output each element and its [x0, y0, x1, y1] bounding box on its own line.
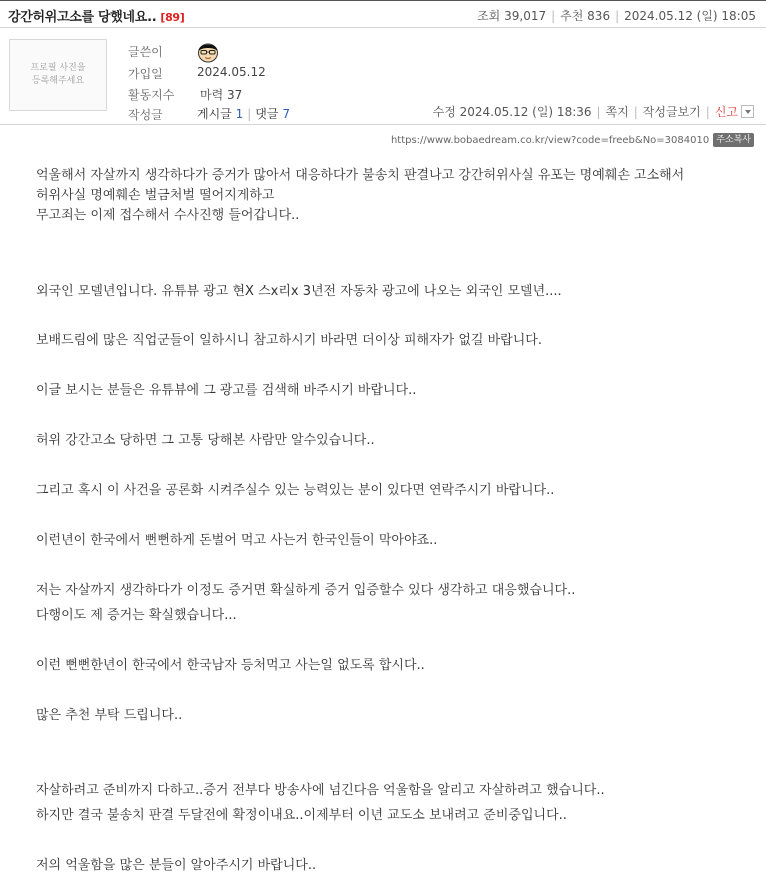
- content-line: 많은 추천 부탁 드립니다..: [36, 708, 183, 723]
- content-line: 허위 강간고소 당하면 그 고통 당해본 사람만 알수있습니다..: [36, 433, 375, 448]
- writer-label: 글쓴이: [128, 45, 163, 59]
- content-line: 무고죄는 이제 접수해서 수사진행 들어갑니다..: [36, 208, 300, 223]
- content-line: 보배드림에 많은 직업군들이 일하시니 참고하시기 바라면 더이상 피해자가 없길 바랍니다.: [36, 333, 542, 348]
- post-actions: 수정 2024.05.12 (일) 18:36 | 쪽지 | 작성글보기 | 신고: [433, 103, 754, 120]
- post-meta: 조회 39,017 | 추천 836 | 2024.05.12 (일) 18:05: [477, 9, 756, 23]
- copy-url-button[interactable]: 주소복사: [713, 133, 754, 147]
- author-posts-summary: 게시글 1 | 댓글 7: [197, 107, 290, 121]
- content-line: 다행이도 제 증거는 확실했습니다...: [36, 608, 237, 623]
- comments-link[interactable]: 댓글 7: [255, 107, 290, 121]
- report-link[interactable]: 신고: [714, 105, 738, 119]
- view-posts-link[interactable]: 작성글보기: [642, 105, 701, 119]
- content-line: 저는 자살까지 생각하다가 이정도 증거면 확실하게 증거 입증할수 있다 생각하고 대응했습니다..: [36, 583, 576, 598]
- photo-placeholder-line2: 등록해주세요: [31, 76, 85, 86]
- recommend-label: 추천: [560, 9, 584, 23]
- post-header: [0, 0, 766, 28]
- post-title: [8, 6, 185, 25]
- content-line: 하지만 결국 불송치 판결 두달전에 확정이내요..이제부터 이년 교도소 보내려고 준비중입니다..: [36, 808, 567, 823]
- photo-placeholder-line1: 프로필 사진을: [30, 63, 86, 73]
- content-line: 자살하려고 준비까지 다하고..증거 전부다 방송사에 넘긴다음 억울함을 알리고 자살하려고 했습니다..: [36, 783, 605, 798]
- recommend-count: 836: [587, 9, 611, 23]
- activity-value: 마력 37: [200, 88, 243, 102]
- views-count: 39,017: [504, 9, 547, 23]
- post-date: 2024.05.12 (일) 18:05: [624, 9, 756, 23]
- post-title-text: 강간허위고소를 당했네요..: [8, 10, 157, 25]
- edited-date: 2024.05.12 (일) 18:36: [459, 105, 592, 119]
- posts-count: 1: [235, 107, 244, 121]
- join-date: 2024.05.12: [197, 65, 266, 79]
- author-info: [0, 28, 766, 125]
- content-line: 이글 보시는 분들은 유튜뷰에 그 광고를 검색해 바주시기 바랍니다..: [36, 383, 417, 398]
- report-dropdown-icon[interactable]: [741, 105, 754, 118]
- message-link[interactable]: 쪽지: [605, 105, 629, 119]
- views-label: 조회: [477, 9, 501, 23]
- content-line: 허위사실 명예훼손 벌금처벌 떨어지게하고: [36, 188, 275, 203]
- content-line: 억울해서 자살까지 생각하다가 증거가 많아서 대응하다가 불송치 판결나고 강간허위사실 유포는 명예훼손 고소해서: [36, 168, 685, 183]
- content-line: 외국인 모델년입니다. 유튜뷰 광고 현X 스x리x 3년전 자동차 광고에 나오는 외국인 모델년....: [36, 284, 562, 299]
- content-line: 그리고 혹시 이 사건을 공론화 시켜주실수 있는 능력있는 분이 있다면 연락주시기 바랍니다..: [36, 483, 555, 498]
- join-date-label: 가입일: [128, 67, 163, 81]
- posts-link[interactable]: 게시글 1: [197, 107, 244, 121]
- user-avatar-icon[interactable]: [196, 39, 220, 63]
- post-url: https://www.bobaedream.co.kr/view?code=freeb&No=3084010: [390, 134, 710, 146]
- edited-label: 수정: [432, 105, 456, 119]
- comment-count-badge[interactable]: [89]: [160, 11, 185, 24]
- profile-photo-placeholder: [9, 39, 107, 111]
- content-line: 저의 억울함을 많은 분들이 알아주시기 바랍니다..: [36, 858, 317, 873]
- content-line: 이런년이 한국에서 뻔뻔하게 돈벌어 먹고 사는거 한국인들이 막아야죠..: [36, 533, 438, 548]
- post-url-row: [391, 133, 754, 147]
- comments-count: 7: [282, 107, 290, 121]
- activity-label: 활동지수: [128, 88, 175, 102]
- posts-label: 작성글: [128, 108, 163, 122]
- content-line: 이런 뻔뻔한년이 한국에서 한국남자 등처먹고 사는일 없도록 합시다..: [36, 658, 425, 673]
